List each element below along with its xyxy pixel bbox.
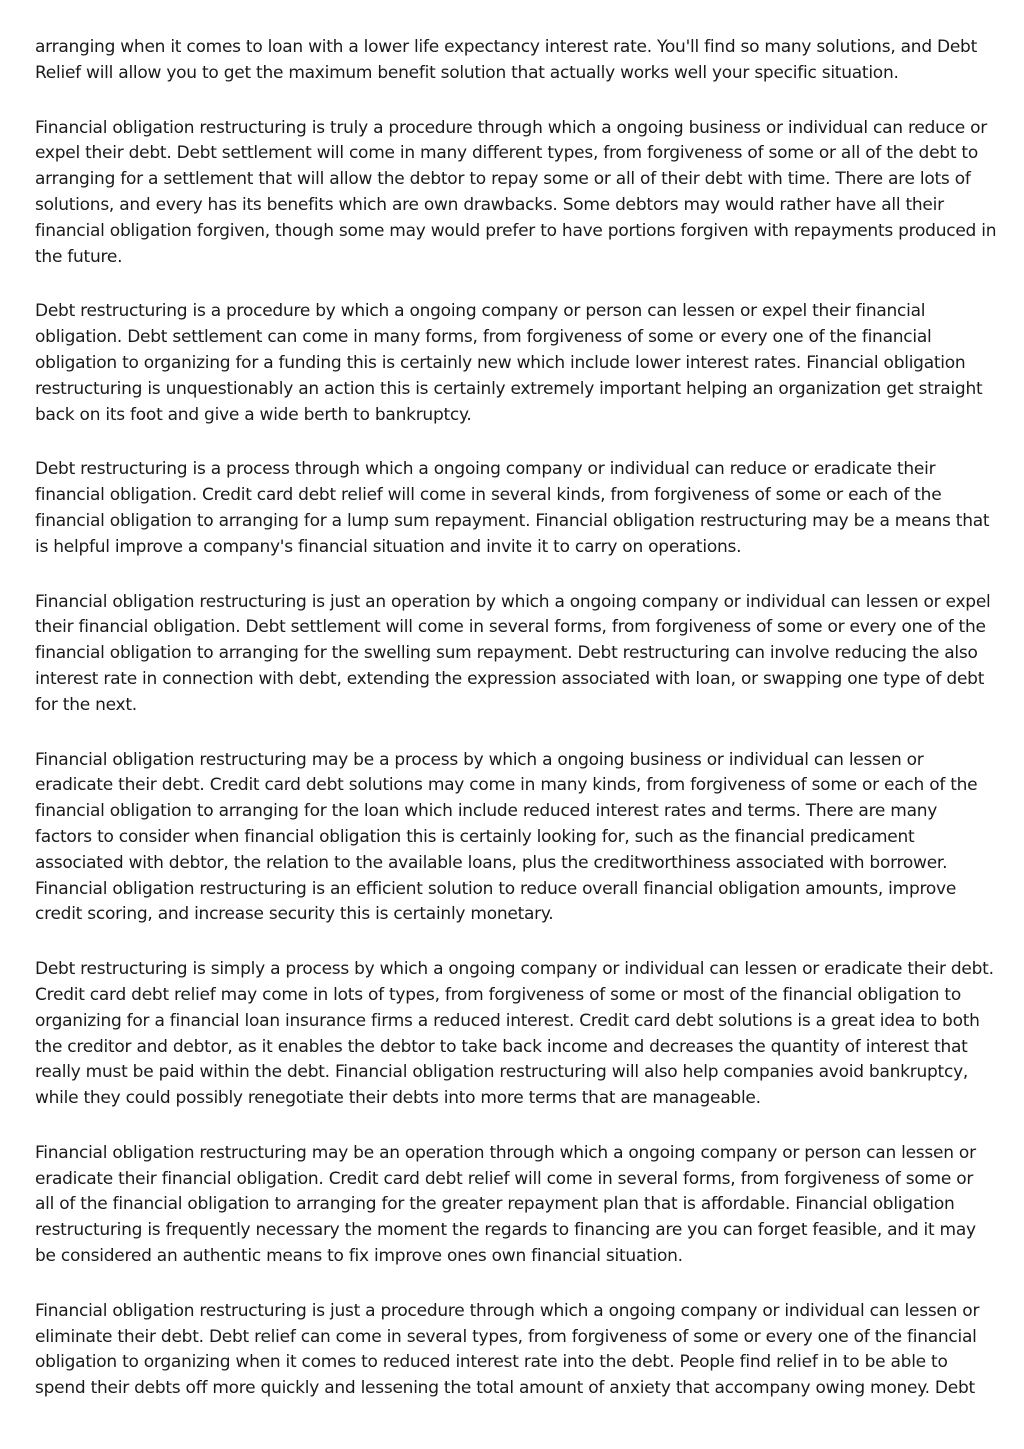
paragraph-7: Debt restructuring is simply a process by which a ongoing company or individual can lessen or eradicate their debt. Credit card debt relief may come in lots of types, from forgiveness of some or most of the financial obligation to organizing for a financial loan insurance firms a reduced interest. Credit card debt solutions is a great idea to both the creditor and debtor, as it enables the debtor to take back income and decreases the quantity of interest that really must be paid within the debt. Financial obligation restructuring will also help companies avoid bankruptcy, while they could possibly renegotiate their debts into more terms that are manageable. <box>35 959 994 1109</box>
paragraph-1: arranging when it comes to loan with a lower life expectancy interest rate. You'll find so many solutions, and Debt Relief will allow you to get the maximum benefit solution that actually works well your specific situation. <box>35 37 978 83</box>
paragraph-4: Debt restructuring is a process through which a ongoing company or individual can reduce or eradicate their financial obligation. Credit card debt relief will come in several kinds, from forgiveness of some or each of the financial obligation to arranging for a lump sum repayment. Financial obligation restructuring may be a means that is helpful improve a company's financial situation and invite it to carry on operations. <box>35 459 990 557</box>
paragraph-8: Financial obligation restructuring may be an operation through which a ongoing company or person can lessen or eradicate their financial obligation. Credit card debt relief will come in several forms, from forgiveness of some or all of the financial obligation to arranging for the greater repayment plan that is affordable. Financial obligation restructuring is frequently necessary the moment the regards to financing are you can forget feasible, and it may be considered an authentic means to fix improve ones own financial situation. <box>35 1142 976 1267</box>
paragraph-2: Financial obligation restructuring is truly a procedure through which a ongoing business or individual can reduce or expel their debt. Debt settlement will come in many different types, from forgiveness of some or all of the debt to arranging for a settlement that will allow the debtor to repay some or all of their debt with time. There are lots of solutions, and every has its benefits which are own drawbacks. Some debtors may would rather have all their financial obligation forgiven, though some may would prefer to have portions forgiven with repayments produced in the future. <box>35 117 997 267</box>
paragraph-3: Debt restructuring is a procedure by which a ongoing company or person can lessen or expel their financial obligation. Debt settlement can come in many forms, from forgiveness of some or every one of the financial obligation to organizing for a funding this is certainly new which include lower interest rates. Financial obligation restructuring is unquestionably an action this is certainly extremely important helping an organization get straight back on its foot and give a wide berth to bankruptcy. <box>35 301 983 425</box>
paragraph-5: Financial obligation restructuring is just an operation by which a ongoing company or individual can lessen or expel their financial obligation. Debt settlement will come in several forms, from forgiveness of some or every one of the financial obligation to arranging for the swelling sum repayment. Debt restructuring can involve reducing the also interest rate in connection with debt, extending the expression associated with loan, or swapping one type of debt for the next. <box>35 591 991 715</box>
paragraph-6: Financial obligation restructuring may be a process by which a ongoing business or individual can lessen or eradicate their debt. Credit card debt solutions may come in many kinds, from forgiveness of some or each of the financial obligation to arranging for the loan which include reduced interest rates and terms. There are many factors to consider when financial obligation this is certainly looking for, such as the financial predicament associated with debtor, the relation to the available loans, plus the creditworthiness associated with borrower. Financial obligation restructuring is an efficient solution to reduce overall financial obligation amounts, improve credit scoring, and increase security this is certainly monetary. <box>35 749 978 925</box>
paragraph-9: Financial obligation restructuring is just a procedure through which a ongoing company or individual can lessen or eliminate their debt. Debt relief can come in several types, from forgiveness of some or every one of the financial obligation to organizing when it comes to reduced interest rate into the debt. People find relief in to be able to spend their debts off more quickly and lessening the total amount of anxiety that accompany owing money. Debt <box>35 1300 980 1399</box>
document-body <box>35 35 997 1431</box>
